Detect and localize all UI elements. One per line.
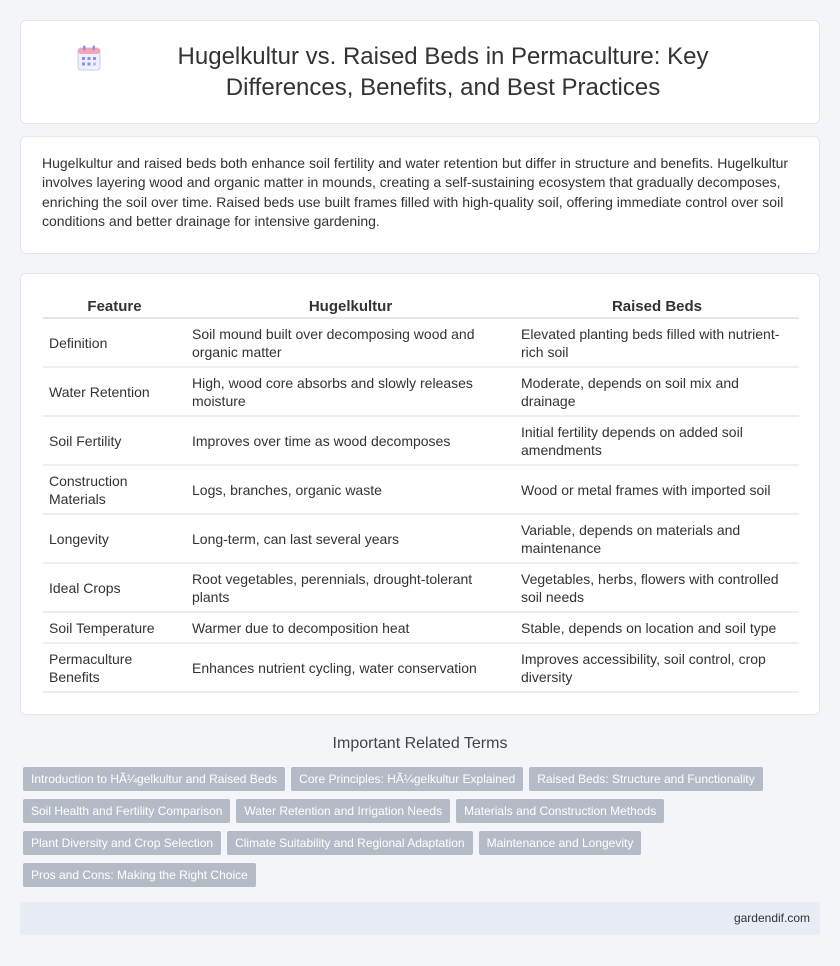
- related-tag[interactable]: Introduction to HÃ¼gelkultur and Raised Beds: [23, 767, 285, 791]
- row-feature: Ideal Crops: [43, 563, 186, 612]
- row-raised-beds: Elevated planting beds filled with nutrient-rich soil: [515, 318, 799, 367]
- page-title: Hugelkultur vs. Raised Beds in Permaculture: Key Differences, Benefits, and Best Practices: [177, 43, 709, 101]
- table-row: [43, 318, 799, 367]
- row-hugelkultur: Improves over time as wood decomposes: [186, 416, 515, 465]
- related-tag[interactable]: Plant Diversity and Crop Selection: [23, 831, 221, 855]
- row-raised-beds: Improves accessibility, soil control, crop diversity: [515, 643, 799, 692]
- row-raised-beds: Vegetables, herbs, flowers with controlled soil needs: [515, 563, 799, 612]
- related-tag[interactable]: Materials and Construction Methods: [456, 799, 664, 823]
- row-hugelkultur: Logs, branches, organic waste: [186, 465, 515, 514]
- related-tag[interactable]: Water Retention and Irrigation Needs: [236, 799, 450, 823]
- row-hugelkultur: Root vegetables, perennials, drought-tolerant plants: [186, 563, 515, 612]
- table-row: [43, 465, 799, 514]
- table-row: [43, 612, 799, 643]
- row-feature: Soil Temperature: [43, 612, 186, 643]
- row-feature: Definition: [43, 318, 186, 367]
- related-tag[interactable]: Maintenance and Longevity: [479, 831, 642, 855]
- table-header-row: [43, 296, 799, 318]
- row-hugelkultur: Soil mound built over decomposing wood and organic matter: [186, 318, 515, 367]
- row-hugelkultur: High, wood core absorbs and slowly releases moisture: [186, 367, 515, 416]
- row-raised-beds: Initial fertility depends on added soil amendments: [515, 416, 799, 465]
- column-header-feature: Feature: [43, 296, 186, 318]
- column-header-hugelkultur: Hugelkultur: [186, 296, 515, 318]
- row-feature: Water Retention: [43, 367, 186, 416]
- related-tag[interactable]: Core Principles: HÃ¼gelkultur Explained: [291, 767, 523, 791]
- intro-paragraph: Hugelkultur and raised beds both enhance soil fertility and water retention but differ in structure and benefits. Hugelkultur involves layering wood and organic matter in mounds, creating a self-sustaining ecosystem that gradually decomposes, enriching the soil over time. Raised beds use built frames filled with high-quality soil, offering immediate control over soil conditions and better drainage for intensive gardening.: [42, 155, 789, 229]
- calendar-icon: [77, 45, 101, 71]
- footer-site-link[interactable]: gardendif.com: [733, 911, 810, 925]
- row-raised-beds: Stable, depends on location and soil type: [515, 612, 799, 643]
- table-row: [43, 367, 799, 416]
- intro-card: [20, 136, 820, 254]
- row-feature: Construction Materials: [43, 465, 186, 514]
- related-terms-list: [23, 767, 813, 895]
- table-row: [43, 563, 799, 612]
- related-tag[interactable]: Raised Beds: Structure and Functionality: [529, 767, 762, 791]
- table-row: [43, 643, 799, 692]
- related-tag[interactable]: Soil Health and Fertility Comparison: [23, 799, 230, 823]
- title-card: [20, 20, 820, 124]
- comparison-table-card: [20, 273, 820, 715]
- row-raised-beds: Moderate, depends on soil mix and drainage: [515, 367, 799, 416]
- column-header-raised-beds: Raised Beds: [515, 296, 799, 318]
- related-tag[interactable]: Pros and Cons: Making the Right Choice: [23, 863, 256, 887]
- related-terms-heading: Important Related Terms: [332, 735, 508, 752]
- related-tag[interactable]: Climate Suitability and Regional Adaptation: [227, 831, 472, 855]
- comparison-table: [43, 296, 799, 693]
- row-feature: Permaculture Benefits: [43, 643, 186, 692]
- row-feature: Soil Fertility: [43, 416, 186, 465]
- row-raised-beds: Variable, depends on materials and maintenance: [515, 514, 799, 563]
- row-hugelkultur: Warmer due to decomposition heat: [186, 612, 515, 643]
- row-feature: Longevity: [43, 514, 186, 563]
- row-hugelkultur: Long-term, can last several years: [186, 514, 515, 563]
- footer: [20, 902, 820, 935]
- row-hugelkultur: Enhances nutrient cycling, water conservation: [186, 643, 515, 692]
- table-row: [43, 416, 799, 465]
- row-raised-beds: Wood or metal frames with imported soil: [515, 465, 799, 514]
- table-row: [43, 514, 799, 563]
